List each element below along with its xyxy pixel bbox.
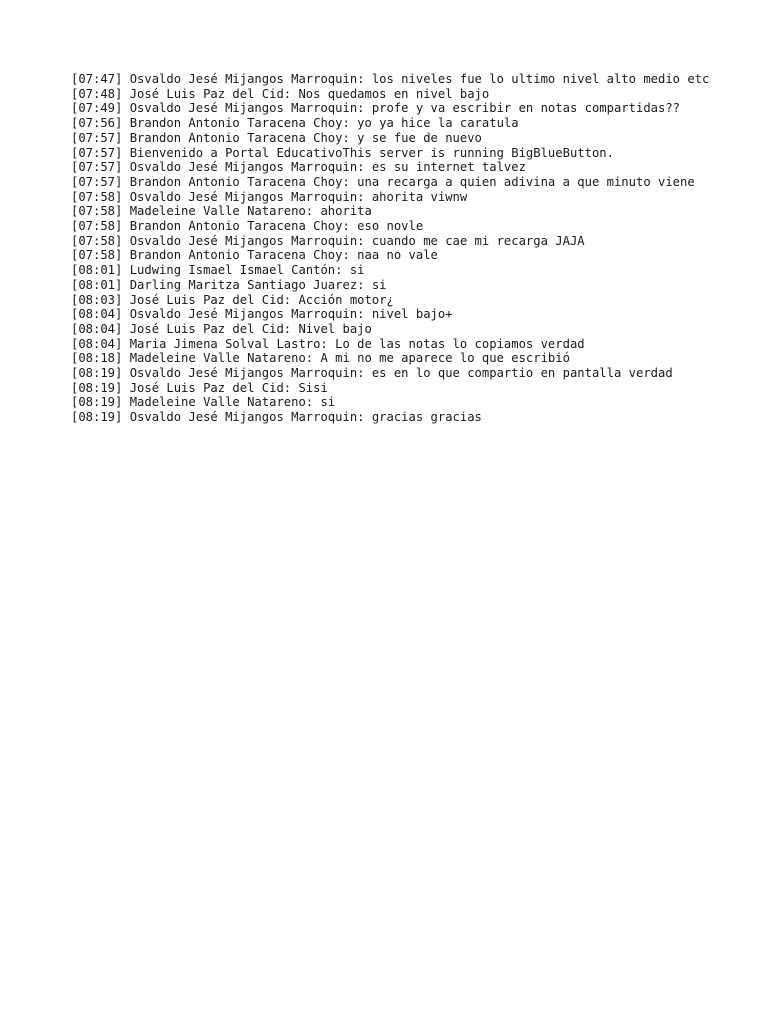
chat-line: [08:19] José Luis Paz del Cid: Sisi	[71, 380, 328, 395]
chat-line: [07:48] José Luis Paz del Cid: Nos quedamos en nivel bajo	[71, 86, 490, 101]
chat-line: [07:49] Osvaldo Jesé Mijangos Marroquin: profe y va escribir en notas compartidas??	[71, 101, 681, 116]
chat-line: [08:03] José Luis Paz del Cid: Acción motor¿	[71, 292, 394, 307]
chat-line: [07:57] Osvaldo Jesé Mijangos Marroquin: es su internet talvez	[71, 160, 526, 175]
chat-line: [08:04] Maria Jimena Solval Lastro: Lo de las notas lo copiamos verdad	[71, 336, 585, 351]
chat-line: [07:47] Osvaldo Jesé Mijangos Marroquin: los niveles fue lo ultimo nivel alto medio etc	[71, 72, 710, 86]
chat-line: [08:01] Darling Maritza Santiago Juarez: si	[71, 277, 387, 292]
chat-line: [07:56] Brandon Antonio Taracena Choy: yo ya hice la caratula	[71, 116, 519, 131]
chat-line: [07:57] Brandon Antonio Taracena Choy: y se fue de nuevo	[71, 130, 482, 145]
chat-transcript	[71, 72, 711, 425]
chat-line: [08:19] Madeleine Valle Natareno: si	[71, 395, 336, 410]
chat-line: [07:58] Osvaldo Jesé Mijangos Marroquin: cuando me cae mi recarga JAJA	[71, 233, 585, 248]
chat-line: [08:01] Ludwing Ismael Ismael Cantón: si	[71, 263, 365, 278]
chat-line: [08:04] José Luis Paz del Cid: Nivel bajo	[71, 321, 372, 336]
chat-line: [08:04] Osvaldo Jesé Mijangos Marroquin: nivel bajo+	[71, 307, 453, 322]
chat-line: [07:58] Brandon Antonio Taracena Choy: naa no vale	[71, 248, 438, 263]
chat-line: [08:19] Osvaldo Jesé Mijangos Marroquin: gracias gracias	[71, 410, 482, 425]
chat-line: [07:58] Osvaldo Jesé Mijangos Marroquin: ahorita viwnw	[71, 189, 468, 204]
chat-line: [07:57] Brandon Antonio Taracena Choy: una recarga a quien adivina a que minuto viene	[71, 174, 695, 189]
chat-line: [07:58] Brandon Antonio Taracena Choy: eso novle	[71, 219, 424, 234]
chat-line: [08:18] Madeleine Valle Natareno: A mi no me aparece lo que escribió	[71, 351, 570, 366]
chat-line: [07:58] Madeleine Valle Natareno: ahorita	[71, 204, 372, 219]
chat-line: [08:19] Osvaldo Jesé Mijangos Marroquin: es en lo que compartio en pantalla verdad	[71, 366, 673, 381]
chat-line: [07:57] Bienvenido a Portal EducativoThis server is running BigBlueButton.	[71, 145, 614, 160]
